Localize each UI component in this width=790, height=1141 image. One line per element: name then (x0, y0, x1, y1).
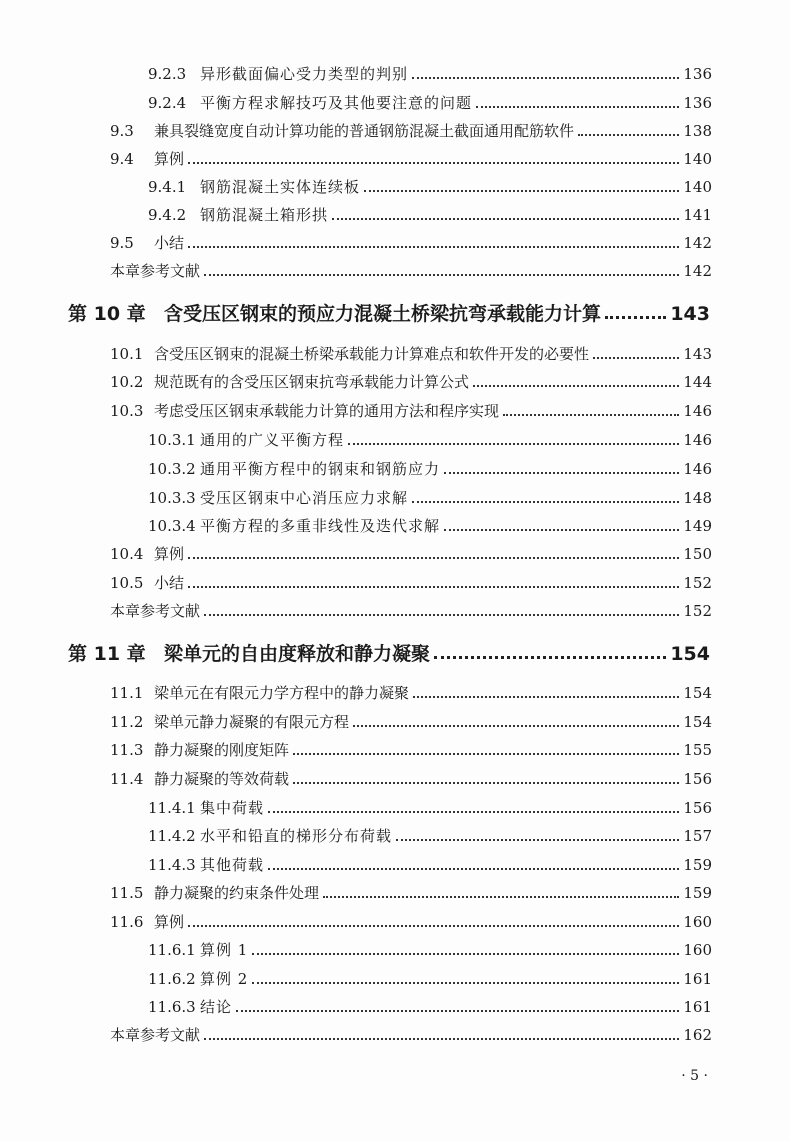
entry-title: 含受压区钢束的混凝土桥梁承载能力计算难点和软件开发的必要性 (154, 345, 590, 363)
entry-page-number: 154 (670, 643, 710, 665)
dot-leader (396, 839, 679, 841)
dot-leader (204, 614, 679, 616)
dot-leader (252, 953, 679, 955)
toc-entry[interactable] (148, 796, 712, 818)
entry-number: 9.3 (110, 122, 134, 140)
toc-entry[interactable] (148, 91, 712, 113)
entry-title: 梁单元在有限元力学方程中的静力凝聚 (154, 684, 410, 702)
entry-title: 梁单元静力凝聚的有限元方程 (154, 713, 350, 731)
dot-leader (578, 134, 679, 136)
entry-page-number: 161 (683, 998, 712, 1016)
toc-entry[interactable] (148, 967, 712, 989)
entry-page-number: 162 (683, 1026, 712, 1044)
dot-leader (444, 472, 679, 474)
entry-number: 9.2.4 (148, 94, 187, 112)
entry-number: 11.6.2 (148, 970, 196, 988)
dot-leader (293, 782, 679, 784)
entry-page-number: 143 (670, 303, 710, 325)
dot-leader (503, 414, 679, 416)
entry-title: 结论 (200, 998, 233, 1016)
entry-title: 本章参考文献 (110, 602, 201, 620)
entry-number: 11.4.2 (148, 827, 196, 845)
entry-number: 10.3.1 (148, 431, 196, 449)
dot-leader (323, 896, 679, 898)
entry-number: 11.2 (110, 713, 144, 731)
entry-title: 考虑受压区钢束承载能力计算的通用方法和程序实现 (154, 402, 500, 420)
entry-title: 算例 (154, 150, 185, 168)
entry-title: 算例 (154, 545, 185, 563)
entry-page-number: 159 (683, 884, 712, 902)
dot-leader (412, 77, 679, 79)
dot-leader (236, 1010, 679, 1012)
entry-page-number: 136 (683, 65, 712, 83)
entry-number: 11.6.3 (148, 998, 196, 1016)
entry-number: 9.4 (110, 150, 134, 168)
dot-leader (593, 357, 679, 359)
entry-number: 11.6 (110, 913, 144, 931)
dot-leader (188, 586, 679, 588)
entry-title: 通用的广义平衡方程 (200, 431, 345, 449)
entry-page-number: 143 (683, 345, 712, 363)
entry-title: 本章参考文献 (110, 262, 201, 280)
entry-page-number: 144 (683, 373, 712, 391)
entry-title: 本章参考文献 (110, 1026, 201, 1044)
entry-page-number: 156 (683, 770, 712, 788)
entry-page-number: 156 (683, 799, 712, 817)
toc-entry[interactable] (110, 542, 712, 564)
chapter-entry[interactable] (68, 640, 710, 666)
entry-number: 10.3 (110, 402, 144, 420)
dot-leader (188, 246, 679, 248)
entry-number: 第 11 章 (68, 643, 146, 665)
toc-entry[interactable] (110, 370, 712, 392)
entry-number: 10.5 (110, 574, 144, 592)
toc-entry[interactable] (110, 342, 712, 364)
entry-title: 算例 (154, 913, 185, 931)
dot-leader (188, 557, 679, 559)
toc-entry[interactable] (110, 147, 712, 169)
toc-entry[interactable] (110, 767, 712, 789)
entry-number: 11.3 (110, 741, 144, 759)
entry-page-number: 154 (683, 713, 712, 731)
entry-title: 集中荷载 (200, 799, 265, 817)
entry-number: 11.5 (110, 884, 144, 902)
entry-page-number: 142 (683, 262, 712, 280)
entry-title: 钢筋混凝土箱形拱 (200, 206, 329, 224)
entry-number: 10.3.4 (148, 517, 196, 535)
toc-entry[interactable] (110, 738, 712, 760)
entry-number: 11.4.1 (148, 799, 196, 817)
entry-title: 其他荷载 (200, 856, 265, 874)
entry-number: 9.4.2 (148, 206, 187, 224)
dot-leader (188, 925, 679, 927)
entry-number: 9.4.1 (148, 178, 187, 196)
entry-title: 梁单元的自由度释放和静力凝聚 (164, 643, 431, 665)
entry-number: 11.4.3 (148, 856, 196, 874)
entry-number: 11.4 (110, 770, 144, 788)
entry-number: 10.2 (110, 373, 144, 391)
dot-leader (348, 443, 679, 445)
toc-entry[interactable] (110, 599, 712, 621)
dot-leader (412, 501, 679, 503)
dot-leader (473, 385, 679, 387)
toc-entry[interactable] (110, 259, 712, 281)
entry-title: 静力凝聚的等效荷载 (154, 770, 290, 788)
toc-entry[interactable] (148, 203, 712, 225)
toc-entry[interactable] (110, 399, 712, 421)
entry-page-number: 136 (683, 94, 712, 112)
dot-leader (413, 696, 679, 698)
toc-entry[interactable] (110, 881, 712, 903)
toc-entry[interactable] (148, 938, 712, 960)
entry-title: 静力凝聚的刚度矩阵 (154, 741, 290, 759)
entry-page-number: 148 (683, 489, 712, 507)
entry-title: 算例 2 (200, 970, 249, 988)
toc-entry[interactable] (110, 231, 712, 253)
toc-entry[interactable] (148, 486, 712, 508)
entry-page-number: 155 (683, 741, 712, 759)
dot-leader (353, 725, 679, 727)
entry-page-number: 146 (683, 402, 712, 420)
entry-page-number: 160 (683, 941, 712, 959)
toc-entry[interactable] (148, 428, 712, 450)
entry-page-number: 149 (683, 517, 712, 535)
entry-page-number: 140 (683, 178, 712, 196)
entry-page-number: 152 (683, 602, 712, 620)
toc-entry[interactable] (110, 681, 712, 703)
entry-number: 11.1 (110, 684, 144, 702)
toc-entry[interactable] (110, 119, 712, 141)
dot-leader (252, 982, 679, 984)
entry-number: 第 10 章 (68, 303, 146, 325)
entry-page-number: 150 (683, 545, 712, 563)
toc-entry[interactable] (110, 571, 712, 593)
dot-leader (188, 162, 679, 164)
toc-entry[interactable] (110, 1023, 712, 1045)
dot-leader (204, 274, 679, 276)
entry-page-number: 154 (683, 684, 712, 702)
entry-number: 10.1 (110, 345, 144, 363)
entry-number: 10.4 (110, 545, 144, 563)
entry-page-number: 159 (683, 856, 712, 874)
dot-leader (444, 529, 679, 531)
toc-entry[interactable] (110, 910, 712, 932)
entry-title: 水平和铅直的梯形分布荷载 (200, 827, 393, 845)
toc-entry[interactable] (148, 62, 712, 84)
entry-page-number: 161 (683, 970, 712, 988)
entry-page-number: 160 (683, 913, 712, 931)
entry-title: 异形截面偏心受力类型的判别 (200, 65, 409, 83)
entry-title: 静力凝聚的约束条件处理 (154, 884, 320, 902)
entry-title: 算例 1 (200, 941, 249, 959)
entry-title: 规范既有的含受压区钢束抗弯承载能力计算公式 (154, 373, 470, 391)
toc-entry[interactable] (148, 824, 712, 846)
entry-page-number: 146 (683, 431, 712, 449)
entry-page-number: 138 (683, 122, 712, 140)
chapter-entry[interactable] (68, 300, 710, 326)
toc-entry[interactable] (148, 853, 712, 875)
dot-leader (364, 190, 679, 192)
entry-title: 钢筋混凝土实体连续板 (200, 178, 361, 196)
entry-number: 11.6.1 (148, 941, 196, 959)
entry-title: 小结 (154, 574, 185, 592)
entry-page-number: 157 (683, 827, 712, 845)
dot-leader (476, 106, 679, 108)
dot-leader (332, 218, 679, 220)
entry-title: 受压区钢束中心消压应力求解 (200, 489, 409, 507)
entry-number: 10.3.3 (148, 489, 196, 507)
toc-entry[interactable] (148, 175, 712, 197)
entry-page-number: 152 (683, 574, 712, 592)
toc-entry[interactable] (110, 710, 712, 732)
dot-leader (605, 316, 666, 319)
entry-page-number: 142 (683, 234, 712, 252)
entry-title: 小结 (154, 234, 185, 252)
dot-leader (268, 868, 679, 870)
page-number: · 5 · (681, 1068, 708, 1084)
entry-title: 兼具裂缝宽度自动计算功能的普通钢筋混凝土截面通用配筋软件 (154, 122, 575, 140)
toc-entry[interactable] (148, 457, 712, 479)
entry-title: 平衡方程的多重非线性及迭代求解 (200, 517, 441, 535)
dot-leader (204, 1038, 679, 1040)
entry-number: 10.3.2 (148, 460, 196, 478)
entry-number: 9.2.3 (148, 65, 187, 83)
toc-entry[interactable] (148, 514, 712, 536)
entry-number: 9.5 (110, 234, 134, 252)
entry-page-number: 141 (683, 206, 712, 224)
dot-leader (268, 811, 679, 813)
entry-title: 平衡方程求解技巧及其他要注意的问题 (200, 94, 473, 112)
entry-title: 含受压区钢束的预应力混凝土桥梁抗弯承载能力计算 (164, 303, 602, 325)
toc-entry[interactable] (148, 995, 712, 1017)
dot-leader (434, 656, 666, 659)
dot-leader (293, 753, 679, 755)
entry-title: 通用平衡方程中的钢束和钢筋应力 (200, 460, 441, 478)
entry-page-number: 140 (683, 150, 712, 168)
entry-page-number: 146 (683, 460, 712, 478)
